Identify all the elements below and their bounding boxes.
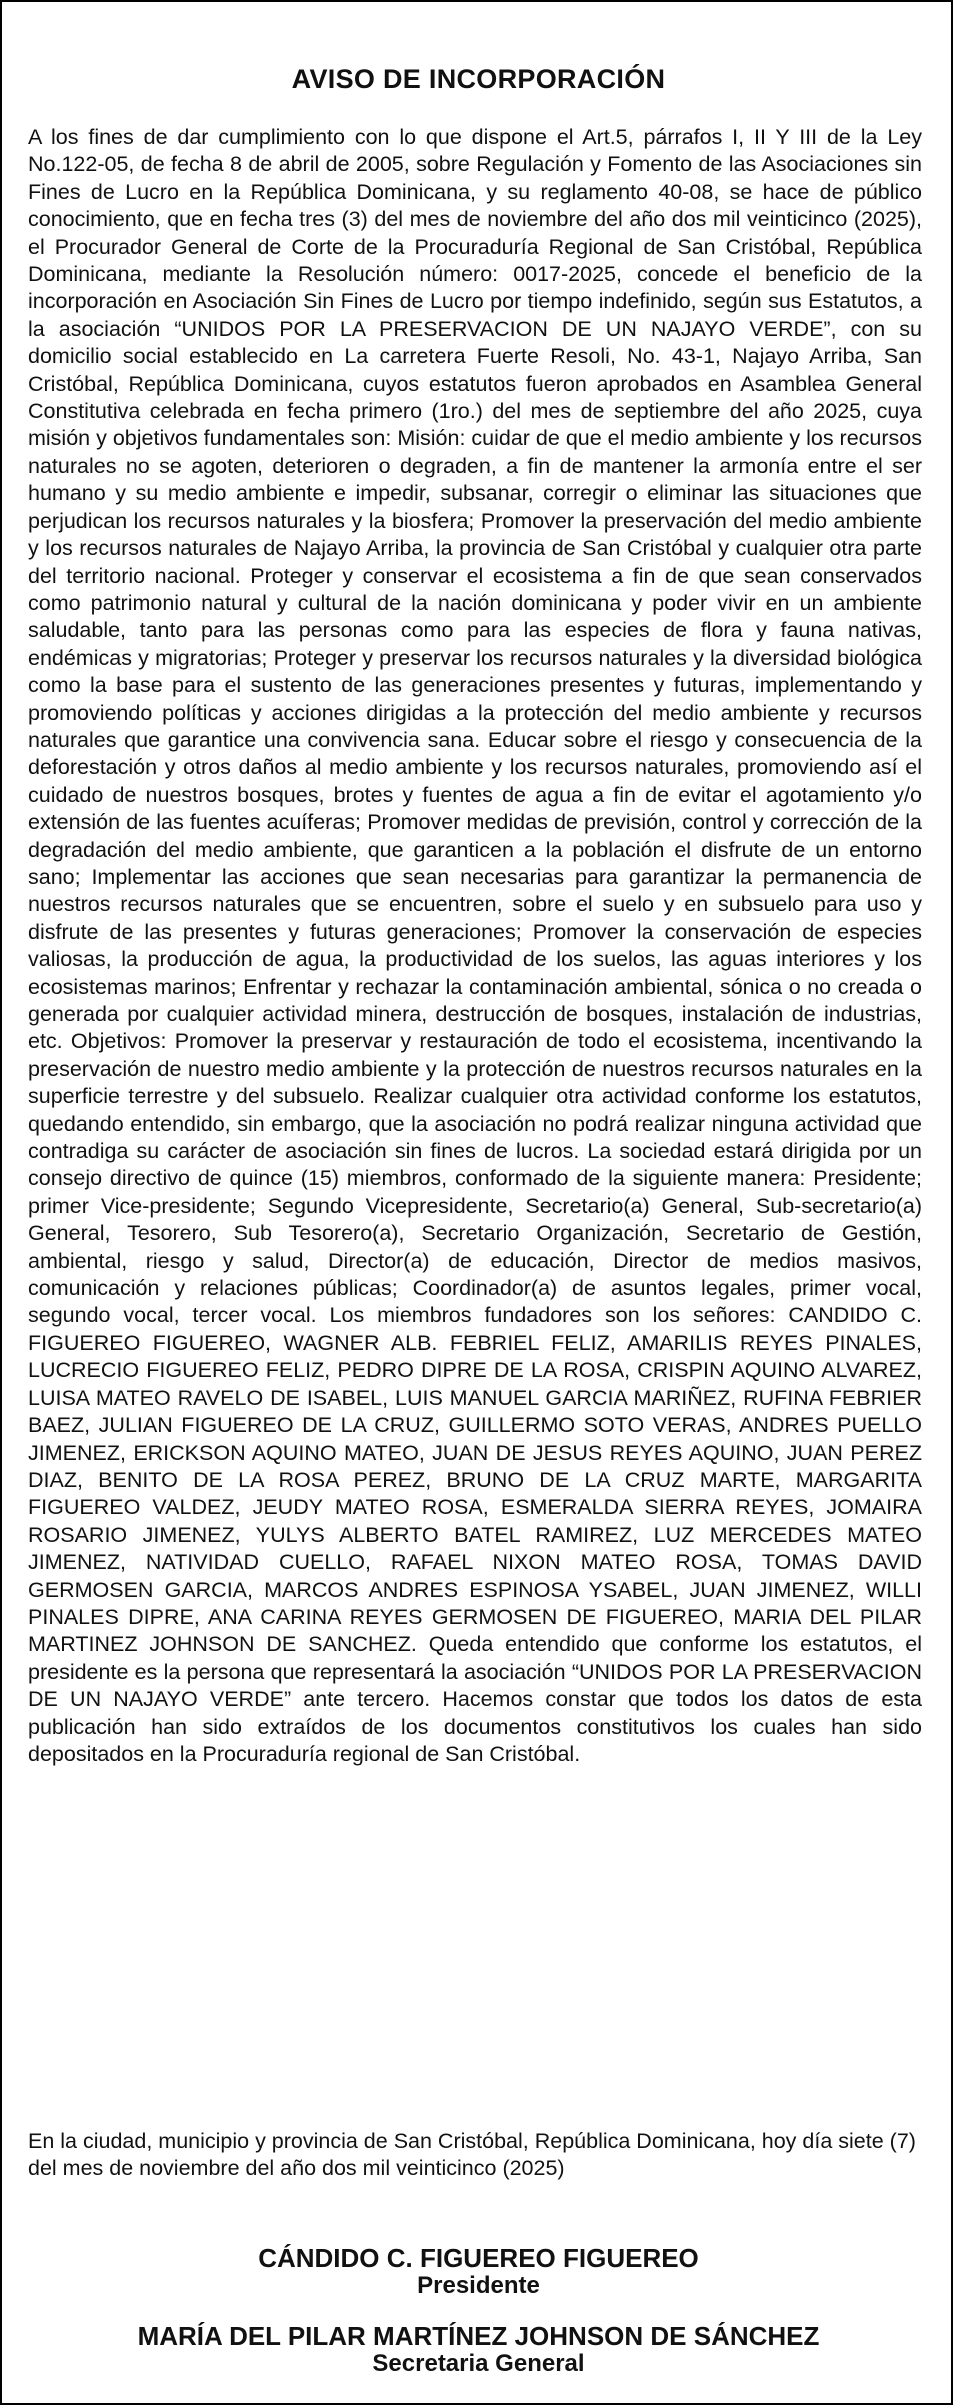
signatory-role: Secretaria General — [372, 2350, 585, 2377]
notice-body: A los fines de dar cumplimiento con lo que dispone el Art.5, párrafos I, II Y III de la Ley No.122-05, de fecha 8 de abril de 2005, sobre Regulación y Fomento de las Asociaciones sin Fines de Lucro en la República Dominicana, y su reglamento 40-08, se hace de público conocimiento, que en fecha tres (3) del mes de noviembre del año dos mil veinticinco (2025), el Procurador General de Corte de la Procuraduría Regional de San Cristóbal, República Dominicana, mediante la Resolución número: 0017-2025, concede el beneficio de la incorporación en Asociación Sin Fines de Lucro por tiempo indefinido, según sus Estatutos, a la asociación “UNIDOS POR LA PRESERVACION DE UN NAJAYO VERDE”, con su domicilio social establecido en La carretera Fuerte Resoli, No. 43-1, Najayo Arriba, San Cristóbal, República Dominicana, cuyos estatutos fueron aprobados en Asamblea General Constitutiva celebrada en fecha primero (1ro.) del mes de septiembre del año 2025, cuya misión y objetivos fundamentales son: Misión: cuidar de que el medio ambiente y los recursos naturales no se agoten, deterioren o degraden, a fin de mantener la armonía entre el ser humano y su medio ambiente e impedir, subsanar, corregir o eliminar las situaciones que perjudican los recursos naturales y la biosfera; Promover la preservación del medio ambiente y los recursos naturales de Najayo Arriba, la provincia de San Cristóbal y cualquier otra parte del territorio nacional. Proteger y conservar el ecosistema a fin de que sean conservados como patrimonio natural y cultural de la nación dominicana y poder vivir en un ambiente saludable, tanto para las personas como para las especies de flora y fauna nativas, endémicas y migratorias; Proteger y preservar los recursos naturales y la diversidad biológica como la base para el sustento de las generaciones presentes y futuras, implementando y promoviendo políticas y acciones dirigidas a la protección del medio ambiente y recursos naturales que garantice una convivencia sana. Educar sobre el riesgo y consecuencia de la deforestación y otros daños al medio ambiente y los recursos naturales, promoviendo así el cuidado de nuestros bosques, brotes y fuentes de agua a fin de evitar el agotamiento y/o extensión de las fuentes acuíferas; Promover medidas de previsión, control y corrección de la degradación del medio ambiente, que garanticen a la población el disfrute de un entorno sano; Implementar las acciones que sean necesarias para garantizar la permanencia de nuestros recursos naturales que se encuentren, sobre el suelo y en subsuelo para uso y disfrute de las presentes y futuras generaciones; Promover la conservación de especies valiosas, la producción de agua, la productividad de los suelos, las aguas interiores y los ecosistemas marinos; Enfrentar y rechazar la contaminación ambiental, sónica o no creada o generada por cualquier actividad minera, destrucción de bosques, instalación de industrias, etc. Objetivos: Promover la preservar y restauración de todo el ecosistema, incentivando la preservación de nuestro medio ambiente y la protección de nuestros recursos naturales en la superficie terrestre y del subsuelo. Realizar cualquier otra actividad conforme los estatutos, quedando entendido, sin embargo, que la asociación no podrá realizar ninguna actividad que contradiga su carácter de asociación sin fines de lucros. La sociedad estará dirigida por un consejo directivo de quince (15) miembros, conformado de la siguiente manera: Presidente; primer Vice-presidente; Segundo Vicepresidente, Secretario(a) General, Sub-secretario(a) General, Tesorero, Sub Tesorero(a), Secretario Organización, Secretario de Gestión, ambiental, riesgo y salud, Director(a) de educación, Director de medios masivos, comunicación y relaciones públicas; Coordinador(a) de asuntos legales, primer vocal, segundo vocal, tercer vocal. Los miembros fundadores son los señores: CANDIDO C. FIGUEREO FIGUEREO, WAGNER ALB. FEBRIEL FELIZ, AMARILIS REYES PINALES, LUCRECIO FIGUEREO FELIZ, PEDRO DIPRE DE LA ROSA, CRISPIN AQUINO ALVAREZ, LUISA MATEO RAVELO DE ISABEL, LUIS MANUEL GARCIA MARIÑEZ, RUFINA FEBRIER BAEZ, JULIAN FIGUEREO DE LA CRUZ, GUILLERMO SOTO VERAS, ANDRES PUELLO JIMENEZ, ERICKSON AQUINO MATEO, JUAN DE JESUS REYES AQUINO, JUAN PEREZ DIAZ, BENITO DE LA ROSA PEREZ, BRUNO DE LA CRUZ MARTE, MARGARITA FIGUEREO VALDEZ, JEUDY MATEO ROSA, ESMERALDA SIERRA REYES, JOMAIRA ROSARIO JIMENEZ, YULYS ALBERTO BATEL RAMIREZ, LUZ MERCEDES MATEO JIMENEZ, NATIVIDAD CUELLO, RAFAEL NIXON MATEO ROSA, TOMAS DAVID GERMOSEN GARCIA, MARCOS ANDRES ESPINOSA YSABEL, JUAN JIMENEZ, WILLI PINALES DIPRE, ANA CARINA REYES GERMOSEN DE FIGUEREO, MARIA DEL PILAR MARTINEZ JOHNSON DE SANCHEZ. Queda entendido que conforme los estatutos, el presidente es la persona que representará la asociación “UNIDOS POR LA PRESERVACION DE UN NAJAYO VERDE” ante tercero. Hacemos constar que todos los datos de esta publicación han sido extraídos de los documentos constitutivos los cuales han sido depositados en la Procuraduría regional de San Cristóbal. — [28, 125, 922, 1766]
signatory-role: Presidente — [417, 2272, 540, 2299]
signatory-name: CÁNDIDO C. FIGUEREO FIGUEREO — [258, 2243, 699, 2273]
signatory-name: MARÍA DEL PILAR MARTÍNEZ JOHNSON DE SÁNCHEZ — [137, 2321, 820, 2351]
notice-closing: En la ciudad, municipio y provincia de San Cristóbal, República Dominicana, hoy día siete (7) del mes de noviembre del año dos mil veinticinco (2025) — [28, 2129, 916, 2181]
signature-secretary — [2, 2322, 953, 2378]
signature-president — [2, 2244, 953, 2300]
notice-title: AVISO DE INCORPORACIÓN — [291, 64, 666, 94]
